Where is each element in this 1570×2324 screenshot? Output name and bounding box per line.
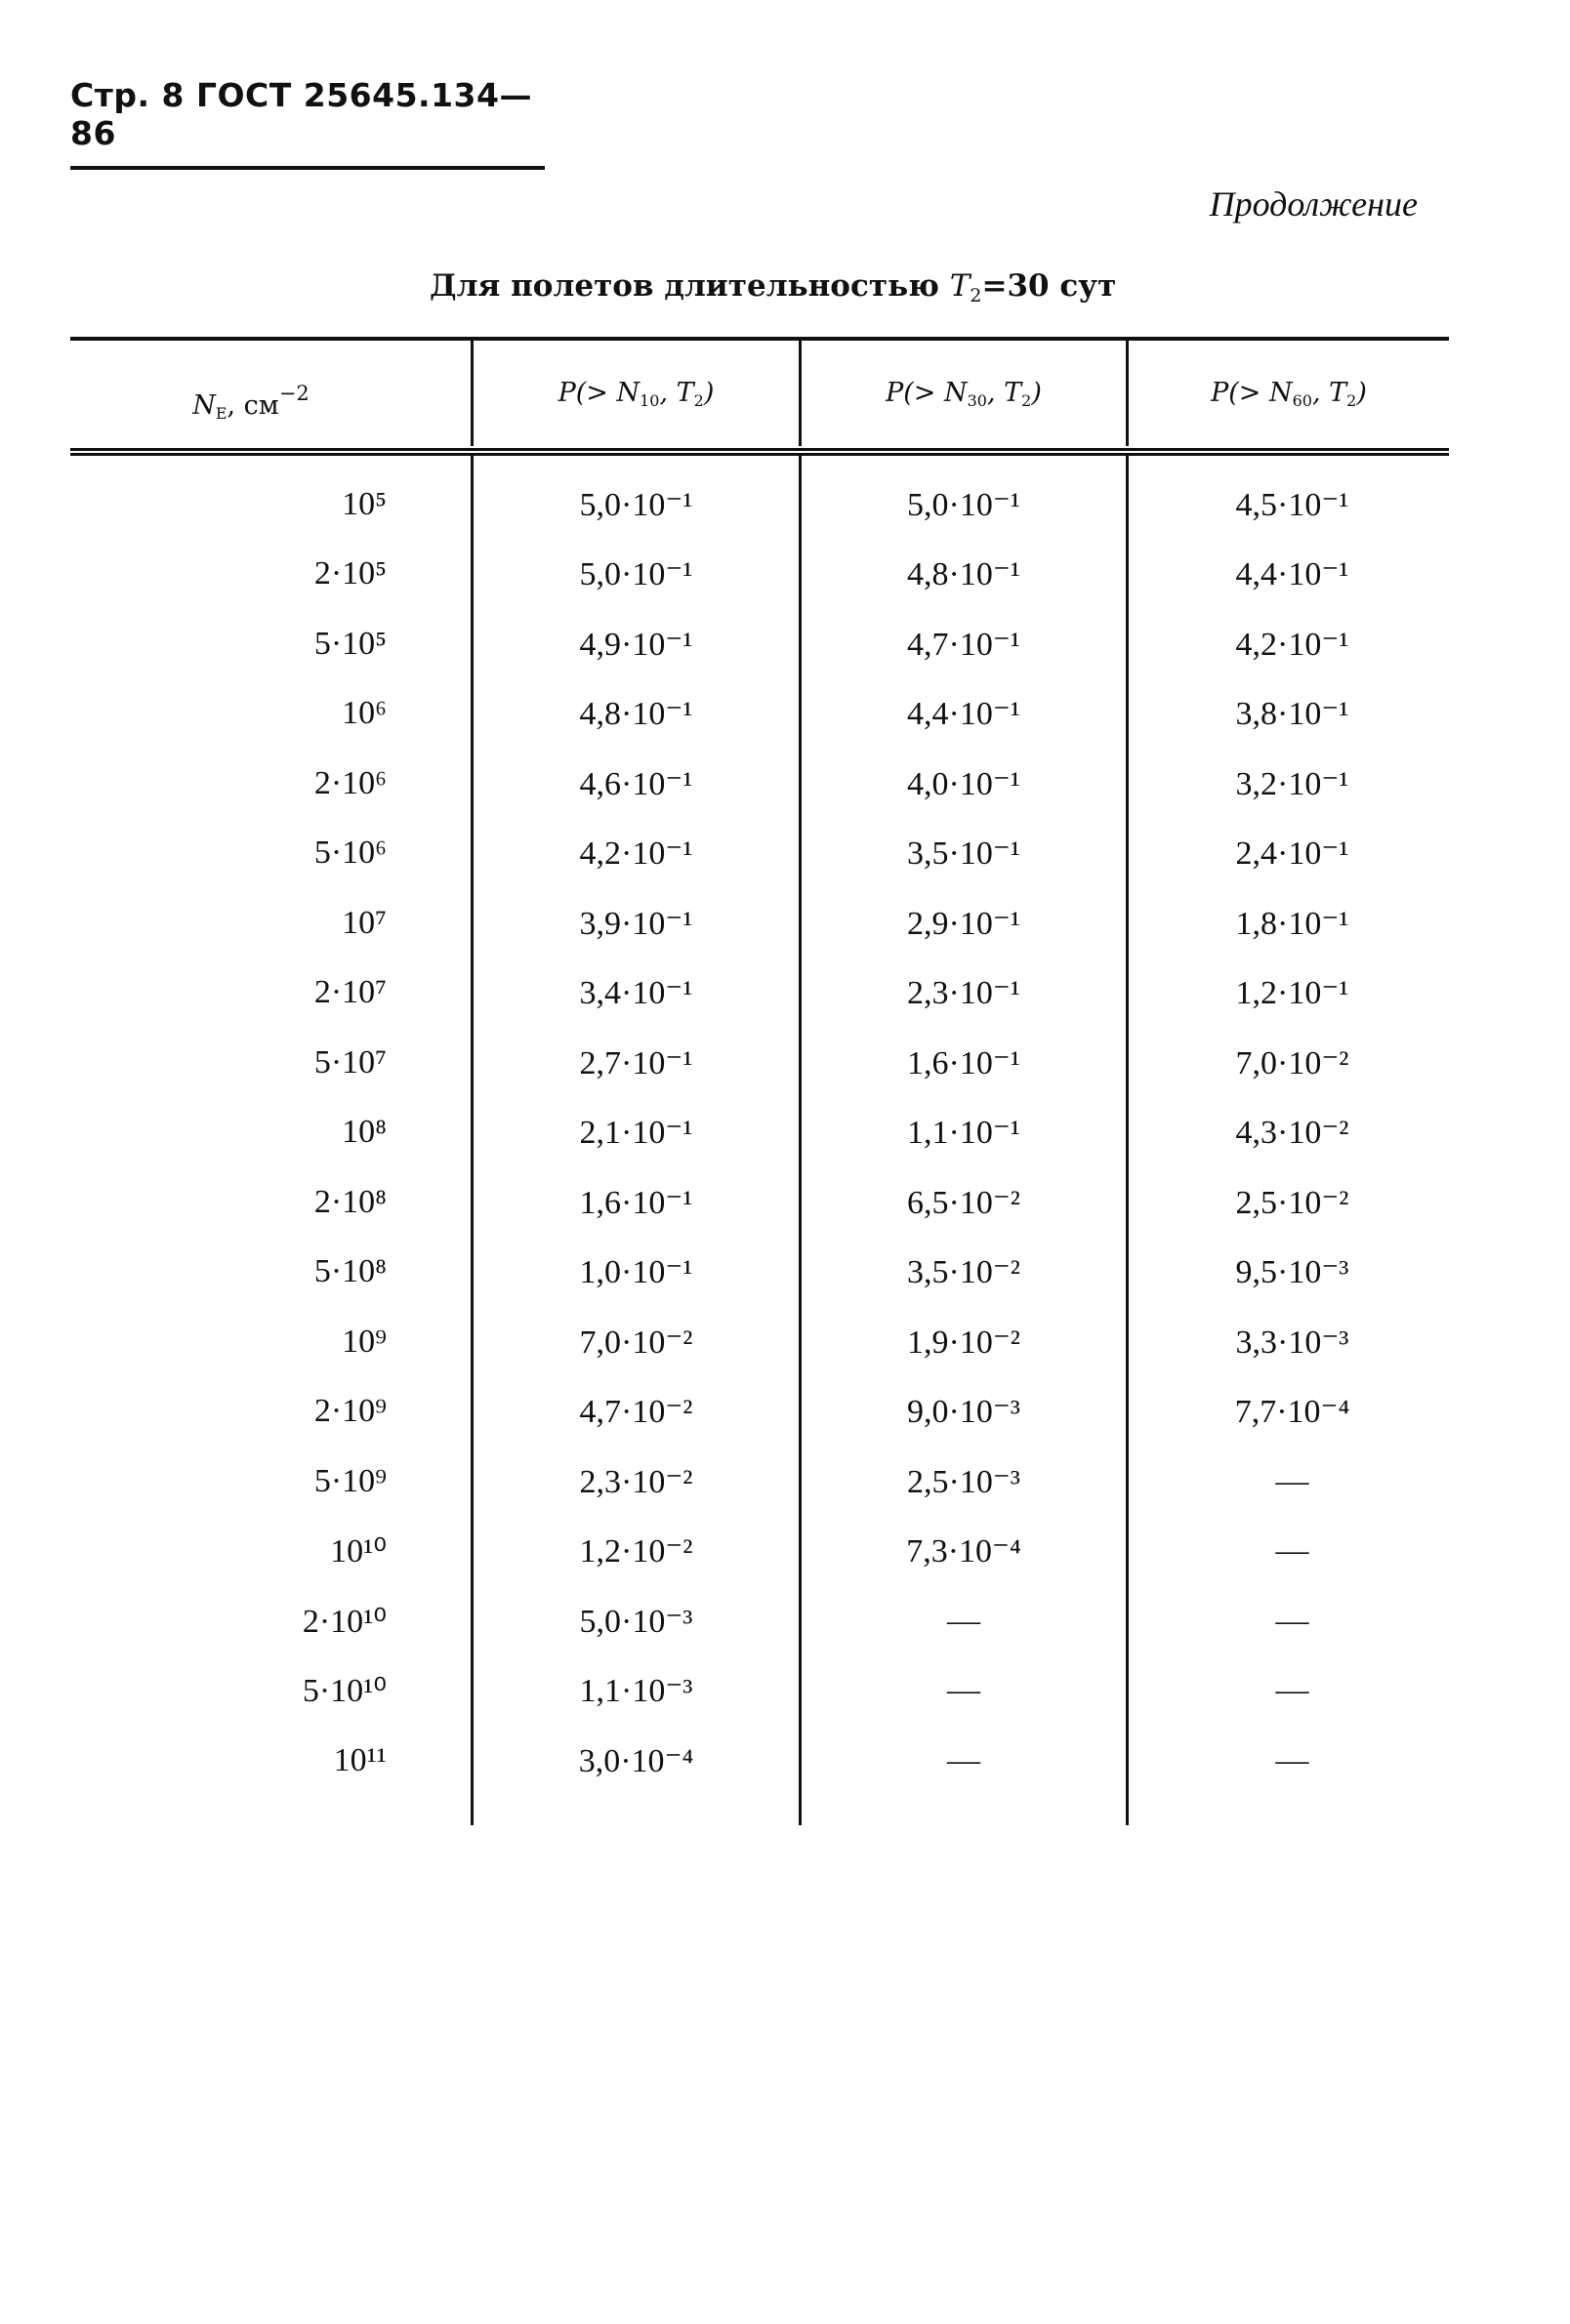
cell-p30: 4,0·10⁻¹: [907, 765, 1020, 802]
cell-p60: 2,4·10⁻¹: [1235, 836, 1349, 873]
table-row: [70, 469, 1449, 540]
table-row: [70, 1167, 1449, 1238]
cell-p10: 3,9·10⁻¹: [579, 905, 693, 942]
cell-ne: 10⁷: [342, 904, 387, 941]
cell-p10: 4,6·10⁻¹: [579, 765, 693, 802]
table-row: [70, 1098, 1449, 1168]
cell-p60: 7,7·10⁻⁴: [1234, 1394, 1350, 1431]
cell-p30: 1,1·10⁻¹: [907, 1115, 1020, 1152]
column-divider: [1126, 456, 1129, 1825]
cell-p30: 2,9·10⁻¹: [907, 905, 1020, 942]
cell-ne: 5·10⁵: [313, 625, 387, 662]
cell-p10: 4,9·10⁻¹: [579, 626, 693, 663]
table-header-row: [70, 341, 1449, 446]
cell-ne: 5·10⁶: [313, 835, 387, 872]
table-row: [70, 1238, 1449, 1308]
cell-p60: —: [1275, 1532, 1309, 1570]
table-row: [70, 819, 1449, 889]
cell-p10: 1,1·10⁻³: [579, 1673, 693, 1710]
table-title-sub: 2: [970, 285, 982, 306]
cell-p60: 4,4·10⁻¹: [1235, 556, 1349, 593]
cell-p60: 3,2·10⁻¹: [1235, 765, 1349, 802]
cell-p30: 1,6·10⁻¹: [907, 1044, 1020, 1081]
cell-p60: 4,5·10⁻¹: [1235, 486, 1349, 523]
continuation-label: Продолжение: [1209, 184, 1418, 224]
cell-ne: 2·10⁵: [313, 555, 387, 592]
cell-p30: 3,5·10⁻¹: [907, 836, 1020, 873]
cell-p30: 3,5·10⁻²: [907, 1254, 1020, 1291]
cell-p60: 2,5·10⁻²: [1235, 1184, 1349, 1221]
cell-ne: 5·10⁷: [313, 1043, 387, 1080]
cell-p30: 5,0·10⁻¹: [907, 486, 1020, 523]
table-row: [70, 609, 1449, 679]
cell-p60: 3,3·10⁻³: [1235, 1324, 1349, 1361]
cell-ne: 2·10¹⁰: [302, 1603, 387, 1640]
cell-p60: 9,5·10⁻³: [1235, 1254, 1349, 1291]
page-header: Стр. 8 ГОСТ 25645.134—86: [70, 76, 545, 170]
cell-p30: —: [947, 1741, 980, 1778]
cell-p10: 5,0·10⁻¹: [579, 486, 693, 523]
cell-p30: 2,5·10⁻³: [907, 1463, 1020, 1500]
cell-p10: 2,1·10⁻¹: [579, 1115, 693, 1152]
cell-p30: 4,4·10⁻¹: [907, 696, 1020, 733]
cell-ne: 10⁵: [342, 485, 387, 522]
table-row: [70, 888, 1449, 958]
cell-ne: 10⁹: [342, 1323, 387, 1360]
cell-p60: —: [1275, 1672, 1309, 1709]
cell-p30: 2,3·10⁻¹: [907, 975, 1020, 1012]
table-row: [70, 1377, 1449, 1447]
table-row: [70, 1726, 1449, 1796]
cell-p10: 7,0·10⁻²: [579, 1324, 693, 1361]
data-table: [70, 337, 1449, 1825]
cell-p10: 3,4·10⁻¹: [579, 975, 693, 1012]
cell-p30: 1,9·10⁻²: [907, 1324, 1020, 1361]
table-row: [70, 749, 1449, 819]
table-title-suffix: =30 сут: [981, 268, 1117, 304]
table-body: [70, 456, 1449, 1825]
cell-p60: —: [1275, 1462, 1309, 1499]
cell-p60: 1,8·10⁻¹: [1235, 905, 1349, 942]
header-double-rule: [70, 448, 1449, 456]
cell-p30: —: [947, 1602, 980, 1639]
cell-p10: 5,0·10⁻³: [579, 1603, 693, 1640]
table-row: [70, 1656, 1449, 1727]
cell-p10: 2,3·10⁻²: [579, 1463, 693, 1500]
table-row: [70, 1307, 1449, 1377]
cell-p60: 3,8·10⁻¹: [1235, 696, 1349, 733]
table-row: [70, 1028, 1449, 1098]
cell-ne: 10¹¹: [333, 1741, 387, 1778]
table-row: [70, 1586, 1449, 1656]
cell-p10: 4,7·10⁻²: [579, 1394, 693, 1431]
table-row: [70, 1517, 1449, 1587]
cell-ne: 5·10¹⁰: [302, 1673, 387, 1710]
table-row: [70, 540, 1449, 610]
cell-ne: 10⁸: [342, 1114, 387, 1151]
cell-ne: 5·10⁸: [313, 1253, 387, 1290]
cell-p10: 1,6·10⁻¹: [579, 1184, 693, 1221]
table-title: [430, 268, 1116, 306]
cell-ne: 10⁶: [342, 695, 387, 732]
cell-p30: 7,3·10⁻⁴: [906, 1533, 1021, 1570]
cell-p10: 4,8·10⁻¹: [579, 696, 693, 733]
cell-p30: —: [947, 1672, 980, 1709]
cell-ne: 2·10⁶: [313, 764, 387, 801]
column-header-p60: P(> N60, T2): [1126, 341, 1449, 446]
cell-ne: 2·10⁸: [313, 1183, 387, 1220]
cell-p30: 4,8·10⁻¹: [907, 556, 1020, 593]
cell-p10: 3,0·10⁻⁴: [578, 1742, 694, 1779]
table-row: [70, 958, 1449, 1029]
cell-p30: 4,7·10⁻¹: [907, 626, 1020, 663]
table-row: [70, 679, 1449, 750]
cell-p60: —: [1275, 1741, 1309, 1778]
cell-p30: 9,0·10⁻³: [907, 1394, 1020, 1431]
cell-p10: 4,2·10⁻¹: [579, 836, 693, 873]
table-title-prefix: Для полетов длительностью: [430, 268, 950, 304]
cell-p10: 1,0·10⁻¹: [579, 1254, 693, 1291]
table-title-var: T: [949, 268, 971, 304]
cell-p60: 1,2·10⁻¹: [1235, 975, 1349, 1012]
cell-p60: 7,0·10⁻²: [1235, 1044, 1349, 1081]
cell-ne: 2·10⁷: [313, 974, 387, 1011]
cell-ne: 2·10⁹: [313, 1393, 387, 1430]
cell-p30: 6,5·10⁻²: [907, 1184, 1020, 1221]
cell-p10: 5,0·10⁻¹: [579, 556, 693, 593]
cell-ne: 10¹⁰: [330, 1533, 387, 1570]
column-header-ne: NE, $см^{-2}$: [192, 382, 310, 423]
cell-p10: 2,7·10⁻¹: [579, 1044, 693, 1081]
cell-p60: 4,3·10⁻²: [1235, 1115, 1349, 1152]
cell-ne: 5·10⁹: [313, 1462, 387, 1499]
cell-p60: 4,2·10⁻¹: [1235, 626, 1349, 663]
table-row: [70, 1447, 1449, 1517]
cell-p10: 1,2·10⁻²: [579, 1533, 693, 1570]
column-header-p30: P(> N30, T2): [799, 341, 1126, 446]
column-header-p10: P(> N10, T2): [471, 341, 799, 446]
cell-p60: —: [1275, 1602, 1309, 1639]
